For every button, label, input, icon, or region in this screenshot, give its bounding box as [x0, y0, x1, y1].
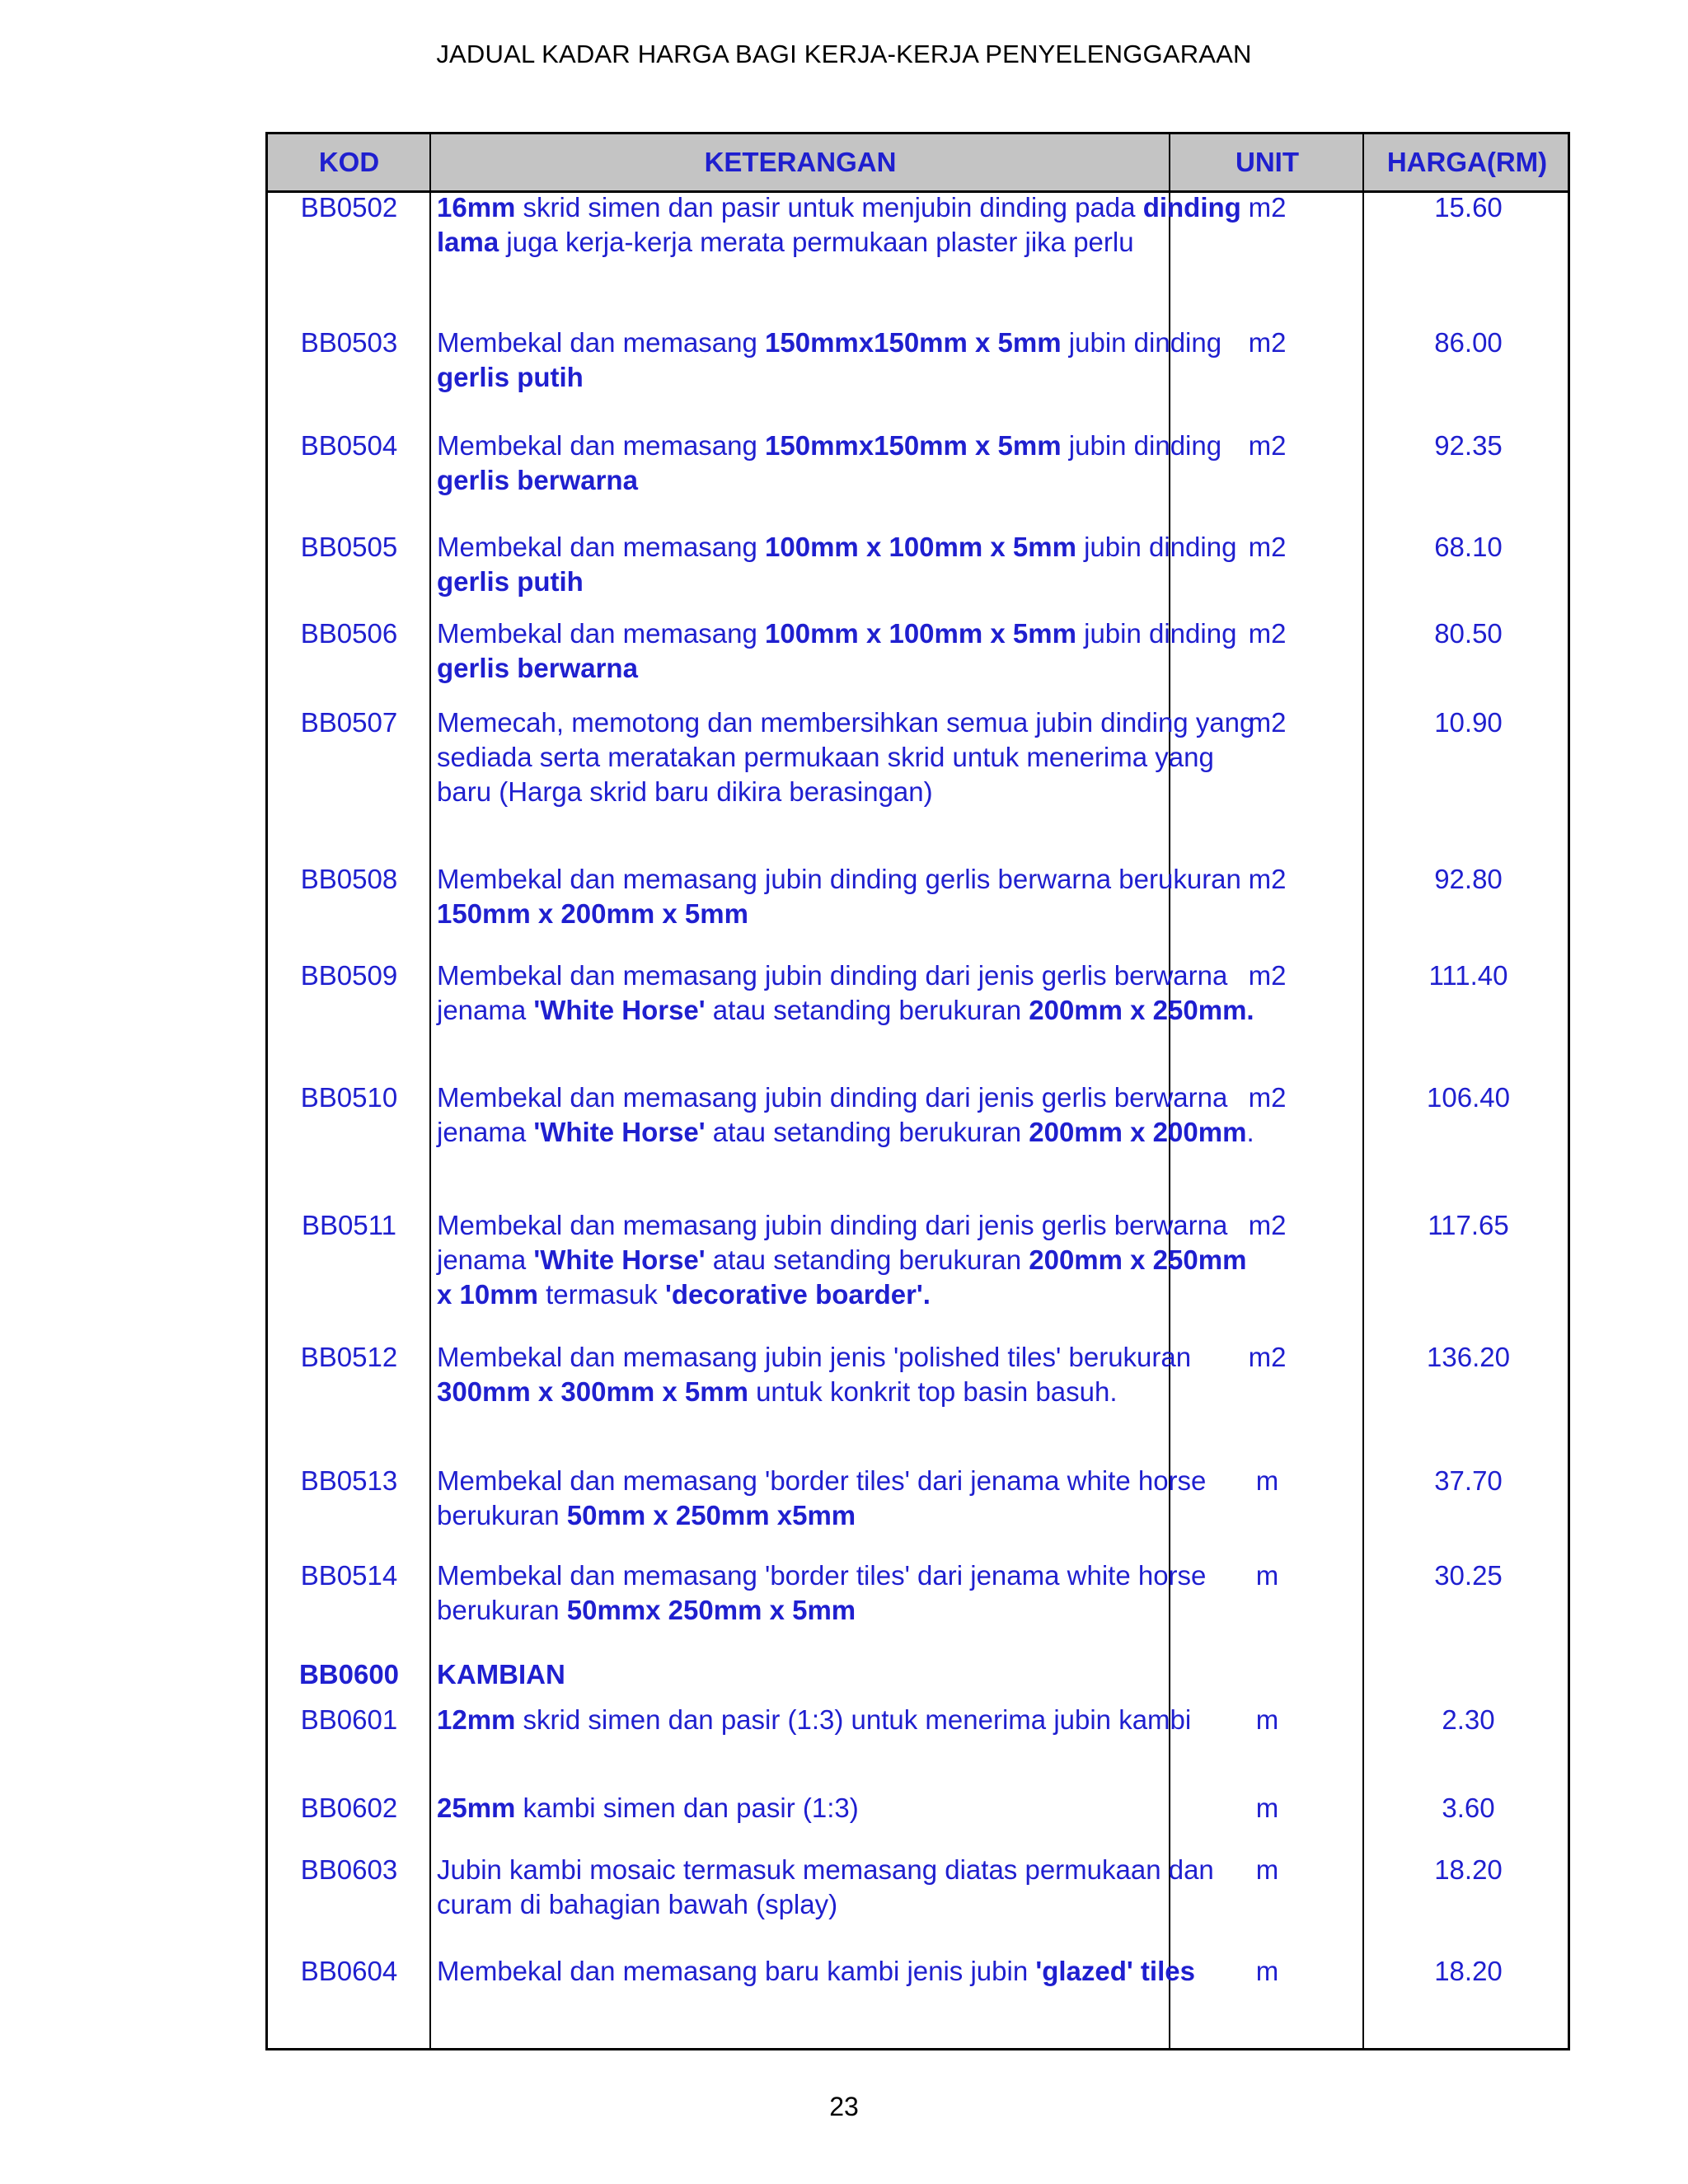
- description-text: Membekal dan memasang jubin dinding dari jenis gerlis berwarna jenama: [437, 1210, 1228, 1275]
- cell-harga: 3.60: [1442, 1793, 1495, 1823]
- description-bold-text: 50mm x 250mm x5mm: [566, 1500, 856, 1530]
- description-bold-text: gerlis putih: [437, 362, 584, 392]
- description-bold-text: 100mm x 100mm x 5mm: [765, 532, 1076, 562]
- description-bold-text: 150mm x 200mm x 5mm: [437, 898, 748, 929]
- description-bold-text: 200mm x 200mm: [1029, 1117, 1247, 1147]
- header-harga: HARGA(RM): [1386, 147, 1548, 177]
- cell-keterangan: [437, 1657, 1261, 1692]
- description-bold-text: 'glazed' tiles: [1035, 1956, 1195, 1986]
- description-bold-text: KAMBIAN: [437, 1659, 565, 1690]
- description-text: skrid simen dan pasir (1:3) untuk menerima jubin kambi: [515, 1704, 1192, 1735]
- cell-keterangan: [437, 616, 1261, 686]
- cell-keterangan: [437, 1791, 1261, 1825]
- description-bold-text: 300mm x 300mm x 5mm: [437, 1376, 748, 1407]
- header-keterangan: KETERANGAN: [704, 147, 897, 177]
- cell-unit: m2: [1248, 327, 1287, 358]
- cell-keterangan: [437, 1703, 1261, 1737]
- cell-keterangan: [437, 326, 1261, 395]
- cell-keterangan: [437, 1208, 1261, 1312]
- cell-unit: m: [1255, 1854, 1279, 1885]
- description-bold-text: 100mm x 100mm x 5mm: [765, 618, 1076, 649]
- description-text: atau setanding berukuran: [705, 995, 1029, 1025]
- cell-keterangan: [437, 530, 1261, 599]
- description-text: skrid simen dan pasir untuk menjubin dinding pada: [515, 192, 1143, 223]
- description-text: jubin dinding: [1076, 532, 1237, 562]
- cell-harga: 2.30: [1442, 1704, 1495, 1735]
- description-text: jubin dinding: [1061, 327, 1222, 358]
- cell-unit: m2: [1248, 430, 1287, 461]
- description-bold-text: 'White Horse': [533, 1117, 706, 1147]
- cell-unit: m: [1255, 1704, 1279, 1735]
- description-bold-text: 50mmx 250mm x 5mm: [566, 1595, 856, 1625]
- description-text: Membekal dan memasang jubin dinding dari jenis gerlis berwarna jenama: [437, 960, 1228, 1025]
- cell-harga: 92.35: [1434, 430, 1503, 461]
- cell-kod: BB0602: [300, 1793, 398, 1823]
- cell-kod: BB0604: [300, 1956, 398, 1986]
- description-text: atau setanding berukuran: [705, 1244, 1029, 1275]
- page-number: 23: [829, 2092, 859, 2121]
- description-text: Membekal dan memasang jubin dinding dari jenis gerlis berwarna jenama: [437, 1082, 1228, 1147]
- description-text: Membekal dan memasang 'border tiles' dari jenama white horse berukuran: [437, 1465, 1207, 1530]
- cell-keterangan: [437, 1080, 1261, 1150]
- description-bold-text: gerlis berwarna: [437, 653, 638, 683]
- table-header: [268, 134, 1568, 193]
- description-text: atau setanding berukuran: [705, 1117, 1029, 1147]
- description-text: Jubin kambi mosaic termasuk memasang diatas permukaan dan curam di bahagian bawah (splay): [437, 1854, 1214, 1919]
- cell-keterangan: [437, 862, 1261, 931]
- description-bold-text: 12mm: [437, 1704, 516, 1735]
- description-text: .: [1246, 1117, 1254, 1147]
- cell-harga: 106.40: [1427, 1082, 1510, 1113]
- description-text: Membekal dan memasang: [437, 618, 766, 649]
- cell-unit: m: [1255, 1465, 1279, 1496]
- description-bold-text: 200mm x 250mm.: [1029, 995, 1254, 1025]
- description-text: Membekal dan memasang: [437, 327, 766, 358]
- cell-harga: 68.10: [1434, 532, 1503, 562]
- description-text: Membekal dan memasang baru kambi jenis jubin: [437, 1956, 1036, 1986]
- description-bold-text: 25mm: [437, 1793, 516, 1823]
- description-bold-text: 'decorative boarder'.: [664, 1279, 931, 1310]
- cell-kod: BB0505: [300, 532, 398, 562]
- cell-keterangan: [437, 705, 1261, 809]
- cell-kod: BB0600: [298, 1659, 400, 1690]
- cell-harga: 92.80: [1434, 864, 1503, 894]
- cell-unit: m: [1255, 1956, 1279, 1986]
- cell-kod: BB0514: [300, 1560, 398, 1591]
- cell-harga: 37.70: [1434, 1465, 1503, 1496]
- cell-unit: m2: [1248, 707, 1287, 738]
- header-kod: KOD: [318, 147, 380, 177]
- cell-unit: m2: [1248, 960, 1287, 991]
- cell-harga: 15.60: [1434, 192, 1503, 223]
- cell-keterangan: [437, 958, 1261, 1028]
- cell-keterangan: [437, 1558, 1261, 1628]
- cell-keterangan: [437, 190, 1261, 260]
- cell-harga: 136.20: [1427, 1342, 1510, 1372]
- rate-table: [265, 132, 1570, 2050]
- cell-harga: 80.50: [1434, 618, 1503, 649]
- cell-kod: BB0508: [300, 864, 398, 894]
- cell-kod: BB0503: [300, 327, 398, 358]
- cell-unit: m: [1255, 1793, 1279, 1823]
- cell-keterangan: [437, 1464, 1261, 1533]
- description-bold-text: 'White Horse': [533, 1244, 706, 1275]
- description-text: Membekal dan memasang 'border tiles' dari jenama white horse berukuran: [437, 1560, 1207, 1625]
- description-bold-text: 200mm x 250mm x 10mm: [437, 1244, 1247, 1310]
- description-bold-text: dinding lama: [437, 192, 1241, 257]
- cell-unit: m2: [1248, 532, 1287, 562]
- cell-harga: 111.40: [1428, 960, 1508, 991]
- cell-keterangan: [437, 429, 1261, 498]
- cell-kod: BB0502: [300, 192, 398, 223]
- cell-harga: 18.20: [1434, 1854, 1503, 1885]
- cell-kod: BB0511: [302, 1210, 396, 1240]
- cell-unit: m2: [1248, 192, 1287, 223]
- cell-kod: BB0509: [300, 960, 398, 991]
- cell-keterangan: [437, 1340, 1261, 1409]
- description-text: jubin dinding: [1076, 618, 1237, 649]
- cell-unit: m: [1255, 1560, 1279, 1591]
- cell-kod: BB0601: [300, 1704, 398, 1735]
- cell-kod: BB0504: [300, 430, 398, 461]
- cell-keterangan: [437, 1954, 1261, 1989]
- cell-kod: BB0506: [300, 618, 398, 649]
- cell-harga: 86.00: [1434, 327, 1503, 358]
- header-unit: UNIT: [1236, 147, 1299, 177]
- cell-harga: 30.25: [1434, 1560, 1503, 1591]
- cell-unit: m2: [1248, 1082, 1287, 1113]
- description-text: Membekal dan memasang jubin dinding gerlis berwarna berukuran: [437, 864, 1241, 894]
- cell-harga: 18.20: [1434, 1956, 1503, 1986]
- cell-keterangan: [437, 1853, 1261, 1922]
- cell-kod: BB0512: [300, 1342, 398, 1372]
- description-text: kambi simen dan pasir (1:3): [515, 1793, 859, 1823]
- description-bold-text: 'White Horse': [533, 995, 706, 1025]
- page-title: JADUAL KADAR HARGA BAGI KERJA-KERJA PENYELENGGARAAN: [436, 40, 1252, 68]
- description-text: Membekal dan memasang: [437, 532, 766, 562]
- description-text: termasuk: [537, 1279, 665, 1310]
- description-bold-text: 150mmx150mm x 5mm: [765, 430, 1062, 461]
- description-bold-text: 150mmx150mm x 5mm: [765, 327, 1062, 358]
- cell-harga: 10.90: [1434, 707, 1503, 738]
- description-bold-text: gerlis berwarna: [437, 465, 638, 495]
- cell-unit: m2: [1248, 618, 1287, 649]
- cell-kod: BB0510: [300, 1082, 398, 1113]
- cell-kod: BB0513: [300, 1465, 398, 1496]
- description-text: Memecah, memotong dan membersihkan semua jubin dinding yang sediada serta meratakan permukaan skrid untuk menerima yang baru (Harga skrid baru dikira berasingan): [437, 707, 1255, 807]
- cell-kod: BB0603: [300, 1854, 398, 1885]
- description-text: jubin dinding: [1061, 430, 1222, 461]
- cell-unit: m2: [1248, 1210, 1287, 1240]
- cell-unit: m2: [1248, 864, 1287, 894]
- cell-harga: 117.65: [1428, 1210, 1509, 1240]
- description-bold-text: 16mm: [437, 192, 516, 223]
- cell-unit: m2: [1248, 1342, 1287, 1372]
- description-text: Membekal dan memasang jubin jenis 'polished tiles' berukuran: [437, 1342, 1192, 1372]
- description-text: juga kerja-kerja merata permukaan plaster jika perlu: [499, 227, 1134, 257]
- description-bold-text: gerlis putih: [437, 566, 584, 597]
- description-text: untuk konkrit top basin basuh.: [748, 1376, 1118, 1407]
- cell-kod: BB0507: [300, 707, 398, 738]
- description-text: Membekal dan memasang: [437, 430, 766, 461]
